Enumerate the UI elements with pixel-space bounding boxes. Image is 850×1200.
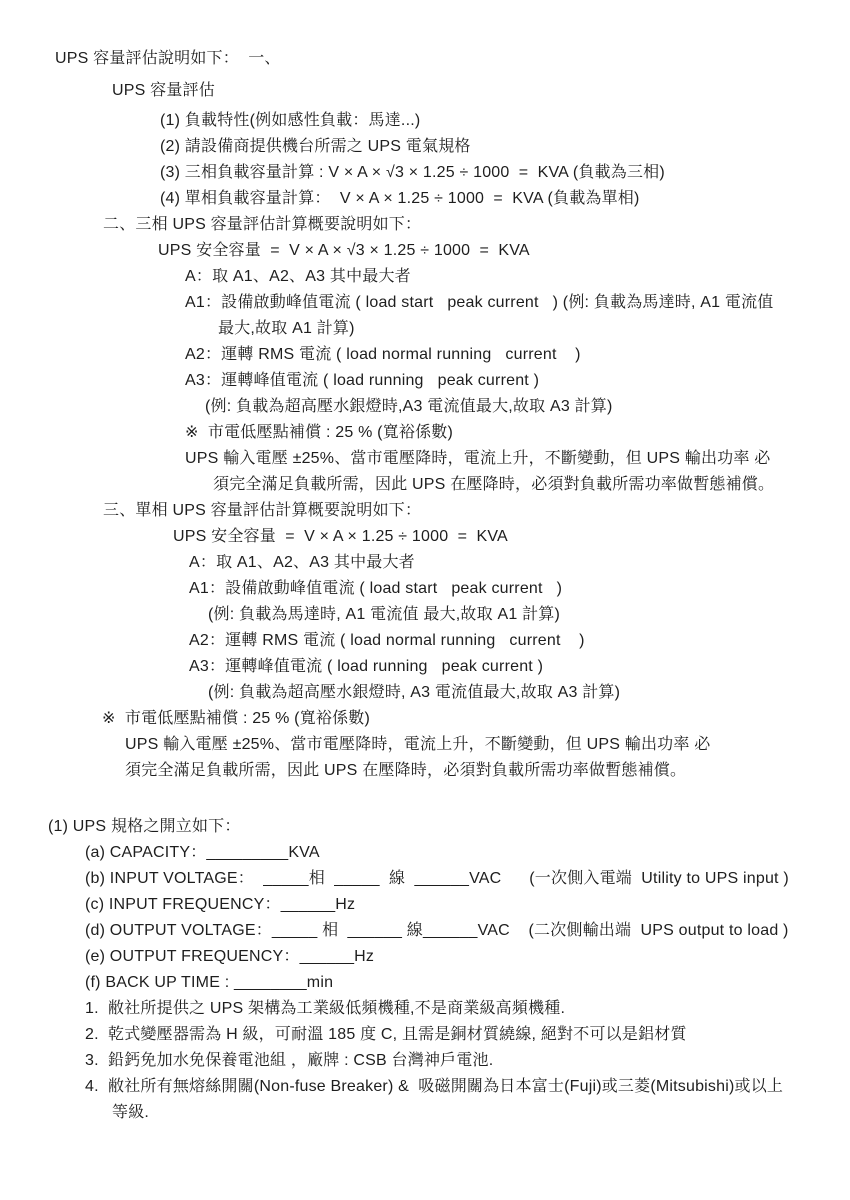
doc-line: A1：設備啟動峰值電流 ( load start peak current ) (例: 負載為馬達時, A1 電流值 [185,294,774,311]
doc-line: 2. 乾式變壓器需為 H 級，可耐溫 185 度 C, 且需是銅材質繞線, 絕對不可以是鋁材質 [85,1026,687,1043]
doc-line: ※ 市電低壓點補償 : 25 % (寬裕係數) [102,710,371,727]
doc-line: (e) OUTPUT FREQUENCY：______Hz [85,948,375,965]
doc-line: 3. 鉛鈣免加水免保養電池組 ，廠牌 : CSB 台灣神戶電池. [85,1052,494,1069]
doc-line: A1：設備啟動峰值電流 ( load start peak current ) [189,580,563,597]
doc-line: UPS 安全容量 = V × A × √3 × 1.25 ÷ 1000 = KVA [158,242,530,259]
doc-line: 三、單相 UPS 容量評估計算概要說明如下： [103,502,422,519]
doc-line: 等級. [112,1104,150,1121]
doc-line: (2) 請設備商提供機台所需之 UPS 電氣規格 [160,138,471,155]
doc-line: (1) 負載特性(例如感性負載：馬達...) [160,112,421,129]
doc-line: 1. 敝社所提供之 UPS 架構為工業級低頻機種,不是商業級高頻機種. [85,1000,566,1017]
doc-line: 4. 敝社所有無熔絲開關(Non-fuse Breaker) & 吸磁開關為日本富士(Fuji)或三菱(Mitsubishi)或以上 [85,1078,784,1095]
doc-line: A：取 A1、A2、A3 其中最大者 [189,554,415,571]
doc-line: A3：運轉峰值電流 ( load running peak current ) [189,658,544,675]
doc-line: (例: 負載為超高壓水銀燈時,A3 電流值最大,故取 A3 計算) [205,398,613,415]
doc-line: UPS 容量評估說明如下： 一、 [55,50,281,67]
doc-line: A2：運轉 RMS 電流 ( load normal running current ) [189,632,585,649]
doc-line: UPS 安全容量 = V × A × 1.25 ÷ 1000 = KVA [173,528,508,545]
doc-line: (4) 單相負載容量計算： V × A × 1.25 ÷ 1000 = KVA (負載為單相) [160,190,640,207]
doc-line: A2：運轉 RMS 電流 ( load normal running current ) [185,346,581,363]
doc-line: (例: 負載為馬達時, A1 電流值 最大,故取 A1 計算) [208,606,561,623]
doc-line: (a) CAPACITY：_________KVA [85,844,320,861]
doc-line: UPS 輸入電壓 ±25%、當市電壓降時，電流上升，不斷變動，但 UPS 輸出功率 必 [185,450,771,467]
doc-line: (例: 負載為超高壓水銀燈時, A3 電流值最大,故取 A3 計算) [208,684,621,701]
doc-line: (1) UPS 規格之開立如下： [48,818,241,835]
doc-line: (f) BACK UP TIME : ________min [85,974,334,991]
doc-line: UPS 輸入電壓 ±25%、當市電壓降時，電流上升，不斷變動，但 UPS 輸出功率 必 [125,736,711,753]
doc-line: (3) 三相負載容量計算 : V × A × √3 × 1.25 ÷ 1000 = KVA (負載為三相) [160,164,665,181]
doc-line: (c) INPUT FREQUENCY：______Hz [85,896,356,913]
doc-line: ※ 市電低壓點補償 : 25 % (寬裕係數) [185,424,454,441]
doc-line: (b) INPUT VOLTAGE： _____相 _____ 線 ______VAC (一次側入電端 Utility to UPS input ) [85,870,789,887]
doc-line: UPS 容量評估 [112,82,215,99]
doc-line: 須完全滿足負載所需，因此 UPS 在壓降時，必須對負載所需功率做暫態補償。 [125,762,687,779]
doc-line: A：取 A1、A2、A3 其中最大者 [185,268,411,285]
doc-line: 須完全滿足負載所需，因此 UPS 在壓降時，必須對負載所需功率做暫態補償。 [213,476,775,493]
doc-line: 最大,故取 A1 計算) [218,320,355,337]
doc-line: (d) OUTPUT VOLTAGE：_____ 相 ______ 線______VAC (二次側輸出端 UPS output to load ) [85,922,789,939]
doc-line: 二、三相 UPS 容量評估計算概要說明如下： [103,216,422,233]
doc-line: A3：運轉峰值電流 ( load running peak current ) [185,372,540,389]
